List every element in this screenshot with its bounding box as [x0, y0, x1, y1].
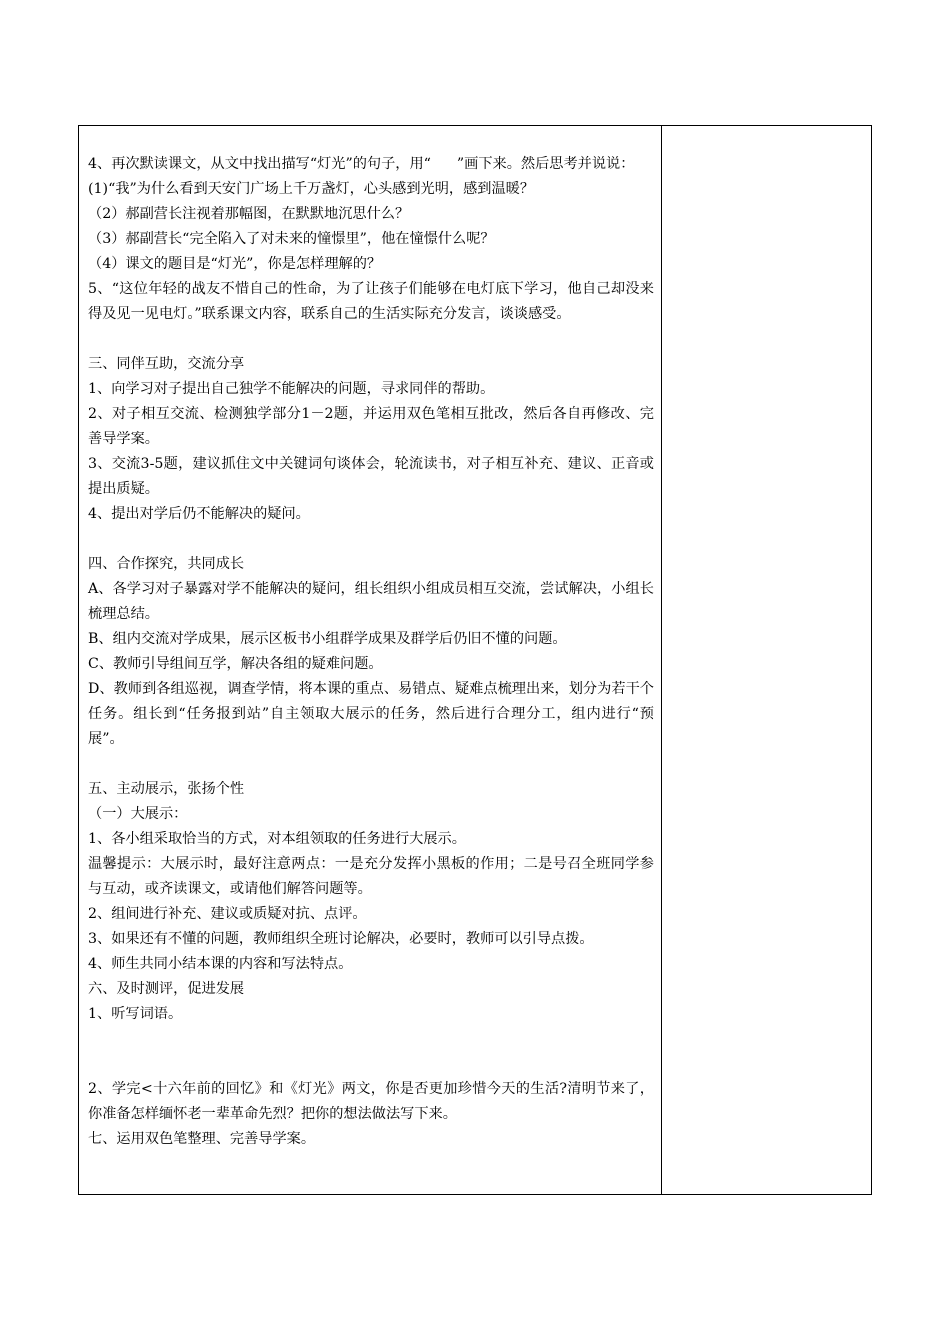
lesson-plan-table — [78, 125, 872, 1195]
section-5-item-3: 3、如果还有不懂的问题，教师组织全班讨论解决，必要时，教师可以引导点拨。 — [88, 931, 594, 947]
question-3: （3）郝副营长“完全陷入了对未来的憧憬里”，他在憧憬什么呢？ — [88, 231, 495, 247]
section-3-item-4: 4、提出对学后仍不能解决的疑问。 — [88, 506, 310, 522]
section-4-item-c: C、教师引导组间互学，解决各组的疑难问题。 — [88, 656, 383, 672]
section-5-tip: 温馨提示：大展示时，最好注意两点：一是充分发挥小黑板的作用；二是号召全班同学参与互动，或齐读课文，或请他们解答问题等。 — [88, 856, 654, 897]
section-6-item-1: 1、听写词语。 — [88, 1006, 183, 1022]
spacer — [88, 527, 654, 552]
question-4: （4）课文的题目是“灯光”，你是怎样理解的？ — [88, 256, 382, 272]
section-4-item-b: B、组内交流对学成果，展示区板书小组群学成果及群学后仍旧不懂的问题。 — [88, 631, 567, 647]
task-4-line — [88, 152, 654, 177]
section-6-heading: 六、及时测评，促进发展 — [88, 981, 245, 997]
section-7-heading: 七、运用双色笔整理、完善导学案。 — [88, 1131, 316, 1147]
task-4-text-end: ”画下来。然后思考并说说： — [456, 156, 635, 172]
task-4-text: 4、再次默读课文，从文中找出描写“灯光”的句子，用“ — [88, 156, 431, 172]
section-4-item-a: A、各学习对子暴露对学不能解决的疑问，组长组织小组成员相互交流，尝试解决，小组长梳理总结。 — [88, 581, 654, 622]
section-5-item-4: 4、师生共同小结本课的内容和写法特点。 — [88, 956, 353, 972]
section-5-item-1: 1、各小组采取恰当的方式，对本组领取的任务进行大展示。 — [88, 831, 466, 847]
task-5: 5、“这位年轻的战友不惜自己的性命，为了让孩子们能够在电灯底下学习，他自己却没来得及见一见电灯。”联系课文内容，联系自己的生活实际充分发言，谈谈感受。 — [88, 281, 654, 322]
notes-cell — [662, 126, 871, 1194]
spacer — [88, 327, 654, 352]
spacer — [88, 752, 654, 777]
section-3-heading: 三、同伴互助，交流分享 — [88, 356, 245, 372]
section-3-item-3: 3、交流3-5题，建议抓住文中关键词句谈体会，轮流读书，对子相互补充、建议、正音或提出质疑。 — [88, 456, 654, 497]
section-5-heading: 五、主动展示，张扬个性 — [88, 781, 245, 797]
section-4-heading: 四、合作探究，共同成长 — [88, 556, 245, 572]
question-1: (1)“我”为什么看到天安门广场上千万盏灯，心头感到光明，感到温暖？ — [88, 181, 535, 197]
section-3-item-2: 2、对子相互交流、检测独学部分1－2题，并运用双色笔相互批改，然后各自再修改、完善导学案。 — [88, 406, 654, 447]
spacer — [88, 1027, 654, 1077]
lesson-content-cell — [79, 126, 662, 1194]
question-2: （2）郝副营长注视着那幅图，在默默地沉思什么？ — [88, 206, 410, 222]
section-5-subheading: （一）大展示： — [88, 806, 188, 822]
section-6-item-2: 2、学完<十六年前的回忆》和《灯光》两文，你是否更加珍惜今天的生活?清明节来了，你准备怎样缅怀老一辈革命先烈？把你的想法做法写下来。 — [88, 1081, 654, 1122]
section-3-item-1: 1、向学习对子提出自己独学不能解决的问题，寻求同伴的帮助。 — [88, 381, 495, 397]
section-5-item-2: 2、组间进行补充、建议或质疑对抗、点评。 — [88, 906, 367, 922]
section-4-item-d: D、教师到各组巡视，调查学情，将本课的重点、易错点、疑难点梳理出来，划分为若干个任务。组长到“任务报到站”自主领取大展示的任务，然后进行合理分工，组内进行“预展”。 — [88, 681, 654, 747]
